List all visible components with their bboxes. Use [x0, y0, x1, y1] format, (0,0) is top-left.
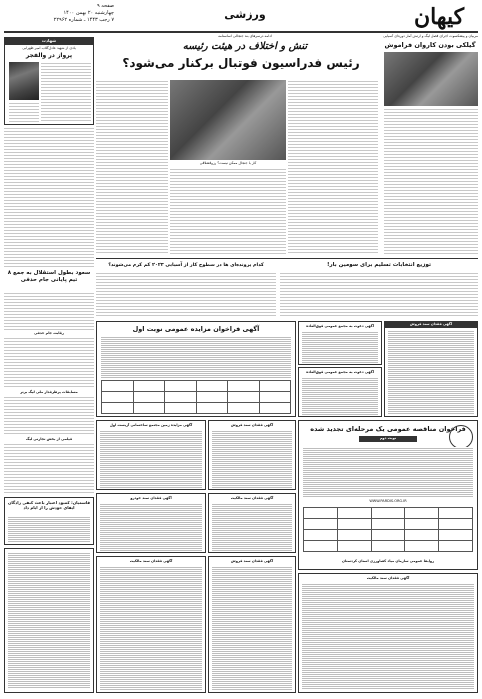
lost-doc-ad-2: [208, 420, 296, 490]
mid-headline-right: توزیع انتخابات تسلیم برای سومین بار!: [326, 262, 432, 268]
right-kicker: مربیان و پیشکسوت اجرای فصل لیگ و ارتش آمار دوره‌ای آسیایی: [383, 34, 478, 38]
masthead-logo: [400, 2, 478, 32]
left-bottom-ad: [4, 548, 94, 693]
notice-2-text: [302, 377, 378, 415]
inheritance-text: [100, 430, 202, 488]
right-column-text: [384, 108, 478, 255]
notice-4-text: [212, 566, 292, 690]
notice-box-3: [384, 321, 478, 417]
right-photo: [384, 52, 478, 106]
notice-1-text: [302, 331, 378, 363]
notice-4-title: آگهی فقدان سند فروش: [230, 559, 274, 563]
inheritance-ad: [96, 420, 206, 490]
notice-1-title: آگهی دعوت به مجمع عمومی فوق‌العاده: [306, 324, 374, 328]
martyr-text-2: [9, 102, 39, 122]
quote-box: [4, 497, 94, 545]
tender-text: [303, 447, 473, 497]
tender-table: [303, 507, 473, 547]
martyr-subtitle: یادی از شهید عادل‌گلاب امیر ظهرابی: [22, 46, 76, 50]
left-sub-2: مسابقات پرطرفدار ملی لیگ برتر: [20, 390, 78, 394]
section-title: ورزشی: [224, 8, 266, 21]
left-story-text-3: [4, 396, 94, 436]
auction-table: [101, 380, 291, 414]
martyr-kicker: شهادت: [5, 38, 93, 45]
tender-subtitle: نوبت دوم: [359, 436, 417, 442]
lost-doc-ad-1: [208, 493, 296, 553]
tender-site: WWW.PARDIS.ORG.IR: [369, 499, 407, 503]
page-number: صفحه ۹: [97, 3, 114, 9]
lost-doc-1-title: آگهی فقدان سند مالکیت: [230, 496, 274, 500]
main-headline-1: تنش و اختلاف در هیئت رئیسه: [182, 41, 308, 52]
notice-2-title: آگهی دعوت به مجمع عمومی فوق‌العاده: [306, 370, 374, 374]
lost-doc-ad-4: [96, 556, 206, 693]
date-line-1: چهارشنبه ۲۰ بهمن ۱۴۰۰: [63, 10, 114, 16]
inheritance-title: آگهی مزایده زمین مجتمع ساختمانی آزیست اول: [109, 423, 193, 427]
main-text-col-2: [170, 168, 286, 255]
lost-doc-2-text: [212, 430, 292, 488]
auction-title: آگهی فراخوان مزایده عمومی نوبت اول: [132, 325, 260, 333]
martyr-title: پرواز در والفجر: [25, 52, 73, 59]
notice-box-4: [208, 556, 296, 693]
martyr-box: [4, 37, 94, 125]
notice-box-2: [298, 367, 382, 417]
quote-title: قاسمیان: کمبود اعتبار باعث کنفی زادگان ایفای خودش را از ایام داد: [7, 500, 91, 510]
date-block: [4, 3, 114, 31]
lost-doc-1-text: [212, 503, 292, 551]
mid-text-left: [96, 272, 276, 317]
lost-doc-5-text: [302, 583, 474, 690]
main-kicker: ادامه درسرهای بند جنجالی اساسنامه: [218, 34, 272, 38]
notice-box-1: [298, 321, 382, 365]
martyr-portrait: [9, 62, 39, 100]
martyr-text: [41, 62, 91, 122]
lost-doc-2-title: آگهی فقدان سند فروش: [230, 423, 274, 427]
date-line-2: ۷ رجب ۱۴۴۳ ـ شماره ۲۲۹۶۲: [53, 17, 114, 23]
mid-text-right: [280, 272, 478, 317]
main-photo-caption: کار با جنجال ممکن نیست؟ رزوقشلاقی: [199, 161, 257, 165]
tender-title: فراخوان مناقصه عمومی یک مرحله‌ای تجدید شده: [310, 425, 466, 433]
org-seal-icon: [449, 425, 473, 449]
tender-ad: [298, 420, 478, 570]
lost-doc-3-text: [100, 503, 202, 551]
tender-footer: روابط عمومی سازمان میاد کشاورزی استان کردستان: [341, 559, 435, 563]
lost-doc-4-title: آگهی فقدان سند مالکیت: [129, 559, 173, 563]
left-headline: سعود بطول استقلال به جمع ۸ تیم پایانی جام حذفی: [7, 270, 91, 283]
quote-text: [8, 516, 90, 542]
left-bottom-text: [8, 552, 90, 689]
main-text-col-1: [96, 80, 168, 255]
mid-headline-left: کدام پرونده‌ای ها در سطوح کار از آسیایی ۲۰۲۳ کم کرم می‌شوند؟: [108, 263, 264, 268]
main-photo: [170, 80, 286, 160]
auction-ad: [96, 321, 296, 417]
masthead-rule: [4, 31, 478, 33]
right-headline: گیلکی بودن کاروان فراموش: [384, 41, 476, 49]
left-sub-3: فیلمی از بخش تجارتی لیگ: [25, 437, 73, 441]
brand-wordmark: کیهان: [413, 4, 465, 30]
left-column-text: [4, 127, 94, 267]
lost-doc-3-title: آگهی فقدان سند خودرو: [130, 496, 172, 500]
left-sub-1: رقابت جام حذفی: [34, 331, 64, 335]
left-story-text-2: [4, 337, 94, 389]
left-story-text-4: [4, 443, 94, 493]
notice-3-title: آگهی فقدان سند فروش: [385, 322, 477, 328]
lost-doc-ad-5: [298, 573, 478, 693]
mid-rule: [96, 258, 478, 259]
left-story-text: [4, 292, 94, 330]
notice-3-text: [388, 330, 474, 414]
lost-doc-5-title: آگهی فقدان سند مالکیت: [366, 576, 410, 580]
lost-doc-4-text: [100, 566, 202, 690]
lost-doc-ad-3: [96, 493, 206, 553]
main-text-col-3: [288, 80, 378, 255]
main-headline-2: رئیس فدراسیون فوتبال برکنار می‌شود؟: [122, 56, 360, 70]
auction-text: [101, 336, 291, 378]
